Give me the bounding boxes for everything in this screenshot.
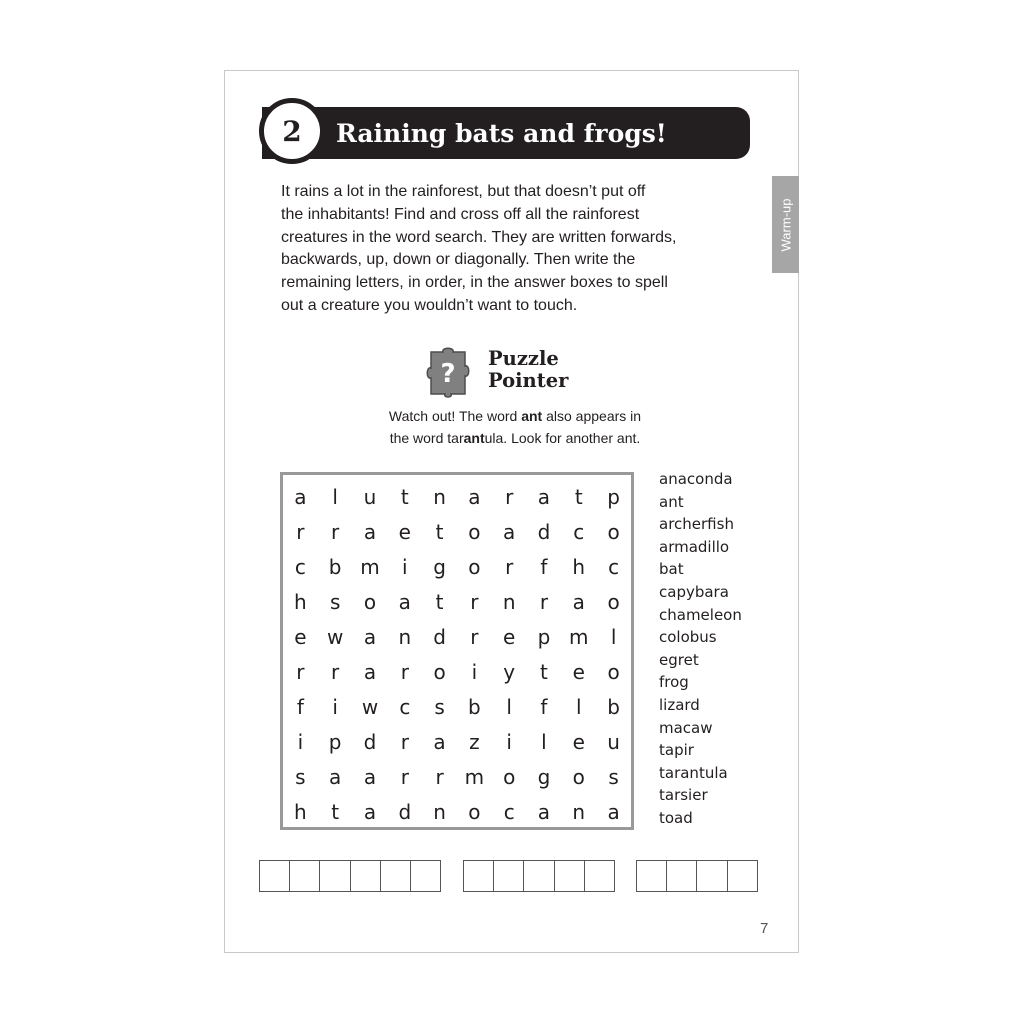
answer-box[interactable] (410, 860, 441, 892)
word-list-item: tarantula (659, 763, 728, 782)
word-list-item: tapir (659, 741, 694, 760)
grid-letter[interactable]: f (540, 694, 548, 719)
section-tab-label: Warm-up (778, 198, 793, 251)
grid-row (283, 689, 631, 724)
grid-letter[interactable]: a (363, 519, 377, 544)
answer-boxes-group (636, 860, 757, 892)
answer-box[interactable] (319, 860, 350, 892)
grid-letter[interactable]: g (537, 764, 551, 789)
grid-letter[interactable]: h (294, 799, 307, 824)
word-list-item: capybara (659, 582, 729, 601)
word-list-item: armadillo (659, 537, 730, 556)
grid-letter[interactable]: e (294, 624, 307, 649)
grid-letter[interactable]: o (468, 519, 481, 544)
instructions-line: the inhabitants! Find and cross off all the rainforest (281, 205, 640, 223)
grid-letter[interactable]: a (503, 519, 516, 544)
answer-box[interactable] (666, 860, 697, 892)
word-search-grid (280, 472, 634, 830)
word-list-item: frog (659, 673, 689, 692)
grid-letter[interactable]: i (471, 659, 478, 684)
instructions-line: backwards, up, down or diagonally. Then write the (281, 251, 636, 269)
grid-letter[interactable]: s (434, 694, 445, 719)
grid-letter[interactable]: t (574, 484, 583, 509)
grid-letter[interactable]: w (361, 694, 379, 719)
grid-letter[interactable]: h (572, 554, 586, 579)
page-title: Raining bats and frogs! (336, 119, 667, 148)
grid-letter[interactable]: p (537, 624, 551, 649)
grid-letter[interactable]: a (537, 799, 551, 824)
puzzle-pointer-line (340, 427, 690, 449)
grid-letter[interactable]: r (470, 624, 479, 649)
word-list-item: macaw (659, 718, 713, 737)
grid-row (283, 549, 631, 584)
text-run: ula. Look for another ant. (484, 430, 641, 446)
grid-letter[interactable]: s (295, 764, 306, 789)
grid-letter[interactable]: z (469, 729, 480, 754)
grid-letter[interactable]: a (363, 659, 377, 684)
grid-letter[interactable]: m (360, 554, 380, 579)
grid-letter[interactable]: r (400, 659, 409, 684)
grid-letter[interactable]: o (468, 799, 481, 824)
grid-letter[interactable]: t (435, 519, 444, 544)
answer-box[interactable] (350, 860, 381, 892)
grid-letter[interactable]: l (610, 624, 617, 649)
answer-box[interactable] (289, 860, 320, 892)
text-run: the word tar (389, 430, 464, 446)
grid-letter[interactable]: d (433, 624, 446, 649)
word-list-item: colobus (659, 628, 717, 647)
instructions-line: remaining letters, in order, in the answer boxes to spell (281, 274, 668, 292)
grid-letter[interactable]: b (468, 694, 481, 719)
grid-letter[interactable]: a (537, 484, 551, 509)
grid-letter[interactable]: c (608, 554, 620, 579)
grid-letter[interactable]: y (503, 659, 516, 684)
grid-letter[interactable]: r (539, 589, 549, 614)
answer-box[interactable] (380, 860, 411, 892)
grid-letter[interactable]: s (329, 589, 341, 614)
grid-letter[interactable]: a (363, 624, 377, 649)
grid-letter[interactable]: m (464, 764, 485, 789)
grid-letter[interactable]: p (607, 484, 620, 509)
grid-letter[interactable]: o (572, 764, 585, 789)
svg-text:?: ? (440, 359, 456, 389)
text-run: also appears in (542, 408, 642, 424)
grid-letter[interactable]: l (575, 694, 582, 719)
instructions-line: creatures in the word search. They are written forwards, (281, 228, 677, 246)
word-list-item: anaconda (659, 470, 733, 488)
grid-row (283, 514, 631, 549)
grid-letter[interactable]: f (540, 554, 548, 579)
word-list-item: archerfish (659, 515, 734, 534)
puzzle-pointer-line (340, 405, 690, 427)
answer-box[interactable] (636, 860, 667, 892)
word-list-item: bat (659, 560, 684, 579)
answer-box[interactable] (463, 860, 494, 892)
grid-letter[interactable]: l (541, 729, 547, 754)
grid-letter[interactable]: n (502, 589, 516, 614)
grid-letter[interactable]: h (294, 589, 307, 614)
grid-row (283, 794, 631, 829)
grid-letter[interactable]: a (294, 484, 307, 509)
grid-letter[interactable]: c (294, 554, 306, 579)
grid-letter[interactable]: i (297, 729, 304, 754)
grid-letter[interactable]: n (433, 799, 446, 824)
grid-letter[interactable]: r (331, 659, 340, 684)
grid-letter[interactable]: n (433, 484, 446, 509)
grid-letter[interactable]: o (433, 659, 446, 684)
grid-letter[interactable]: r (296, 659, 305, 684)
word-list-item: lizard (659, 695, 700, 714)
word-list-item: egret (659, 650, 699, 669)
grid-row (283, 654, 631, 689)
answer-boxes-group (463, 860, 614, 892)
word-list-item: toad (659, 808, 693, 827)
grid-letter[interactable]: d (363, 729, 377, 754)
grid-letter[interactable]: a (433, 729, 446, 754)
grid-letter[interactable]: t (400, 484, 409, 509)
grid-letter[interactable]: m (569, 624, 589, 649)
answer-box[interactable] (493, 860, 524, 892)
word-list-item: tarsier (659, 786, 708, 805)
grid-letter[interactable]: t (540, 659, 548, 684)
grid-letter[interactable]: o (607, 519, 620, 544)
answer-box[interactable] (696, 860, 727, 892)
grid-letter[interactable]: a (329, 764, 342, 789)
puzzle-number: 2 (282, 114, 302, 148)
grid-letter[interactable]: w (326, 624, 344, 649)
grid-letter[interactable]: e (572, 659, 585, 684)
answer-box[interactable] (554, 860, 585, 892)
grid-letter[interactable]: e (398, 519, 411, 544)
grid-letter[interactable]: a (572, 589, 585, 614)
answer-box[interactable] (727, 860, 758, 892)
instructions-line: It rains a lot in the rainforest, but that doesn’t put off (281, 183, 646, 200)
grid-letter[interactable]: t (331, 799, 340, 824)
grid-row (283, 479, 631, 514)
grid-letter[interactable]: n (398, 624, 412, 649)
puzzle-piece-question-icon (421, 344, 475, 400)
grid-letter[interactable]: u (363, 484, 377, 509)
grid-letter[interactable]: f (296, 694, 304, 719)
grid-letter[interactable]: u (607, 729, 620, 754)
grid-letter[interactable]: o (503, 764, 516, 789)
section-tab (772, 176, 799, 273)
grid-letter[interactable]: e (503, 624, 516, 649)
grid-letter[interactable]: r (400, 764, 409, 789)
grid-letter[interactable]: o (363, 589, 377, 614)
grid-letter[interactable]: r (296, 519, 305, 544)
answer-boxes-group (259, 860, 440, 892)
grid-letter[interactable]: r (400, 729, 409, 754)
grid-letter[interactable]: g (433, 554, 446, 579)
grid-letter[interactable]: a (363, 764, 377, 789)
grid-letter[interactable]: o (607, 659, 620, 684)
grid-letter[interactable]: l (332, 484, 338, 509)
grid-letter[interactable]: b (607, 694, 620, 719)
text-run-bold: ant (463, 430, 485, 446)
grid-letter[interactable]: r (505, 484, 514, 509)
instructions (281, 181, 761, 318)
word-list (659, 468, 742, 830)
grid-row (283, 724, 631, 759)
grid-letter[interactable]: a (607, 799, 620, 824)
grid-letter[interactable]: o (607, 589, 620, 614)
grid-letter[interactable]: d (398, 799, 412, 824)
grid-letter[interactable]: t (435, 589, 444, 614)
puzzle-pointer-title-line: Pointer (488, 369, 569, 392)
grid-letter[interactable]: a (398, 589, 411, 614)
word-list-item: chameleon (659, 605, 742, 624)
page-number: 7 (760, 920, 769, 937)
grid-letter[interactable]: n (572, 799, 586, 824)
grid-row (283, 619, 631, 654)
grid-letter[interactable]: r (331, 519, 340, 544)
text-run: Watch out! The word (388, 408, 522, 424)
answer-box[interactable] (584, 860, 615, 892)
grid-letter[interactable]: o (468, 554, 481, 579)
grid-letter[interactable]: r (470, 589, 479, 614)
grid-letter[interactable]: i (506, 729, 512, 754)
grid-letter[interactable]: a (363, 799, 377, 824)
instructions-line: out a creature you wouldn’t want to touch. (281, 296, 578, 314)
grid-letter[interactable]: c (399, 694, 411, 719)
grid-letter[interactable]: p (328, 729, 342, 754)
grid-letter[interactable]: a (468, 484, 481, 509)
text-run-bold: ant (521, 408, 543, 424)
puzzle-pointer-text (340, 405, 690, 449)
grid-letter[interactable]: r (505, 554, 514, 579)
grid-letter[interactable]: l (506, 694, 512, 719)
grid-letter[interactable]: r (435, 764, 444, 789)
puzzle-pointer-title-line: Puzzle (488, 347, 559, 370)
answer-box[interactable] (523, 860, 554, 892)
grid-letter[interactable]: d (537, 519, 551, 544)
grid-row (283, 759, 631, 794)
answer-box[interactable] (259, 860, 290, 892)
puzzle-number-badge (259, 98, 325, 164)
word-list-item: ant (659, 492, 684, 511)
puzzle-pointer-title (488, 348, 568, 392)
grid-letter[interactable]: b (328, 554, 342, 579)
grid-letter[interactable]: s (608, 764, 619, 789)
grid-letter[interactable]: c (573, 519, 585, 544)
grid-letter[interactable]: i (402, 554, 408, 579)
grid-letter[interactable]: i (332, 694, 338, 719)
grid-row (283, 584, 631, 619)
grid-letter[interactable]: e (572, 729, 585, 754)
grid-letter[interactable]: c (503, 799, 515, 824)
